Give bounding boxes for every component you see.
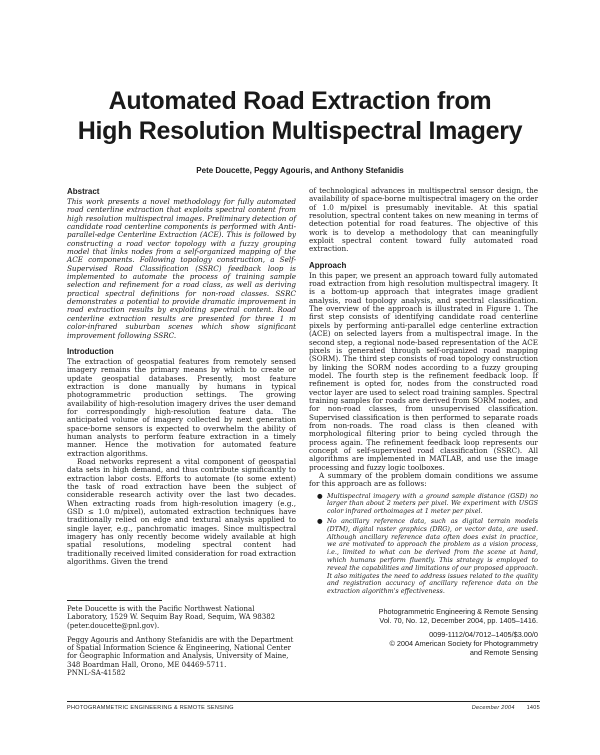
paper-title — [0, 86, 600, 146]
abstract-text: This work presents a novel methodology for fully automated road centerline extraction that exploits spectral content from high resolution multispectral images. Preliminary detection of candidate road centerline components is performed with Anti-parallel-edge Centerline Extraction (ACE). This is followed by constructing a road vector topology with a fuzzy grouping model that links nodes from a self-organized mapping of the ACE components. Following topology construction, a Self-Supervised Road Classification (SSRC) feedback loop is implemented to automate the process of training sample selection and refinement for a road class, as well as deriving practical spectral definitions for non-road classes. SSRC demonstrates a potential to provide dramatic improvement in road extraction results by exploiting spectral content. Road centerline extraction results are presented for three 1 m color-infrared suburban scenes which show significant improvement following SSRC. — [67, 197, 296, 340]
report-number: PNNL-SA-41582 — [67, 669, 126, 678]
footnote-rule — [67, 600, 162, 601]
abstract-section — [67, 187, 296, 340]
copyright-line-2: and Remote Sensing — [469, 648, 538, 657]
approach-heading: Approach — [309, 260, 347, 270]
abstract-heading: Abstract — [67, 187, 100, 196]
approach-paragraph-2: A summary of the problem domain conditions we assume for this approach are as follows: — [309, 471, 538, 489]
journal-volume: Vol. 70, No. 12, December 2004, pp. 1405–1416. — [379, 616, 538, 625]
affiliation-agouris-stefanidis: Peggy Agouris and Anthony Stefanidis are with the Department of Spatial Information Science & Engineering, National Center for Geographic Information and Analysis, University of Maine, 348 Boardman Hall, Orono, ME 04469-5711. — [67, 635, 294, 669]
footer-journal: PHOTOGRAMMETRIC ENGINEERING & REMOTE SENSING — [67, 705, 234, 711]
introduction-paragraph-1: The extraction of geospatial features from remotely sensed imagery remains the primary means by which to create or update geospatial databases. Presently, most feature extraction is done manually by humans in typical photogrammetric production settings. The growing availability of high-resolution imagery drives the user demand for correspondingly high-resolution feature data. The anticipated volume of imagery collected by next generation space-borne sensors is expected to overwhelm the ability of human analysts to perform feature extraction in a timely manner. Hence the motivation for automated feature extraction algorithms. — [67, 356, 296, 458]
bullet-icon: ● — [317, 491, 323, 500]
introduction-paragraph-2: Road networks represent a vital component of geospatial data sets in high demand, and thus contribute significantly to extraction labor costs. Efforts to automate (to some extent) the task of road extraction have been the subject of considerable research activity over the last two decades. When extracting roads from high-resolution imagery (e.g., GSD ≤ 1.0 m/pixel), automated extraction techniques have traditionally relied on edge and textural analysis applied to single layer, e.g., panchromatic images. Since multispectral imagery has only recently become widely available at high spatial resolutions, modeling spectral content had traditionally received limited consideration for road extraction algorithms. Given the trend — [67, 456, 296, 567]
affiliation-doucette: Pete Doucette is with the Pacific Northwest National Laboratory, 1529 W. Sequim Bay Road, Sequim, WA 98382 (peter.doucette@pnl.gov). — [67, 605, 276, 630]
introduction-heading: Introduction — [67, 346, 114, 356]
page-number: 1405 — [526, 705, 540, 711]
introduction-section — [67, 347, 296, 567]
list-item: ● Multispectral imagery with a ground sample distance (GSD) no larger than about 2 meters per pixel. We experiment with USGS color infrared orthoimages at 1 meter per pixel. — [317, 491, 538, 516]
journal-code: 0099-1112/04/7012–1405/$3.00/0 — [429, 630, 538, 639]
right-column — [309, 187, 538, 598]
author-list: Pete Doucette, Peggy Agouris, and Anthony Stefanidis — [196, 166, 404, 175]
page-footer — [67, 701, 540, 711]
list-item: ● No ancillary reference data, such as digital terrain models (DTM), digital raster graphics (DRG), or vector data, are used. Although ancillary reference data often does exist in practice, we are motivated to approach the problem as a vision process, i.e., limited to what can be derived from the scene at hand, which humans perform fluently. This strategy is employed to reveal the capabilities and limitations of our proposed approach. It also mitigates the need to address issues related to the quality and registration accuracy of ancillary reference data on the extraction algorithm's effectiveness. — [317, 517, 538, 596]
bullet-icon: ● — [317, 517, 323, 526]
approach-paragraph-1: In this paper, we present an approach toward fully automated road extraction from high resolution multispectral imagery. It is a bottom-up approach that integrates image gradient analysis, road topology analysis, and spectral classification. The overview of the approach is illustrated in Figure 1. The first step consists of identifying candidate road centerline pixels by performing anti-parallel edge centerline extraction (ACE) on selected layers from a multispectral image. In the second step, a regional node-based representation of the ACE pixels is generated through self-organized road mapping (SORM). The third step consists of road topology construction by linking the SORM nodes according to a fuzzy grouping model. The fourth step is the refinement feedback loop. If refinement is opted for, nodes from the constructed road vector layer are used to select road training samples. Spectral training samples for roads are derived from SORM nodes, and for non-road classes, from unsupervised classification. Supervised classification is then performed to separate roads from non-roads. The road class is then cleaned with morphological filtering prior to being cycled through the process again. The refinement feedback loop represents our concept of self-supervised road classification (SSRC). All algorithms are implemented in MATLAB, and use the image processing and fuzzy logic toolboxes. — [309, 270, 538, 472]
title-line-1: Automated Road Extraction from — [108, 87, 492, 115]
copyright-line-1: © 2004 American Society for Photogrammetry — [389, 639, 538, 648]
journal-name: Photogrammetric Engineering & Remote Sensing — [378, 607, 538, 616]
footer-date: December 2004 — [471, 705, 515, 711]
title-line-2: High Resolution Multispectral Imagery — [77, 117, 523, 145]
approach-section — [309, 261, 538, 596]
assumption-list — [309, 493, 538, 596]
author-affiliations — [67, 600, 296, 683]
journal-info — [309, 607, 538, 657]
introduction-paragraph-3: of technological advances in multispectral sensor design, the availability of space-borne multispectral imagery on the order of 1.0 m/pixel is presumably inevitable. At this spatial resolution, spectral content takes on new meaning in terms of detection potential for road features. The objective of this work is to develop a methodology that can meaningfully exploit spectral content toward fully automated road extraction. — [309, 186, 538, 254]
left-column — [67, 187, 296, 566]
